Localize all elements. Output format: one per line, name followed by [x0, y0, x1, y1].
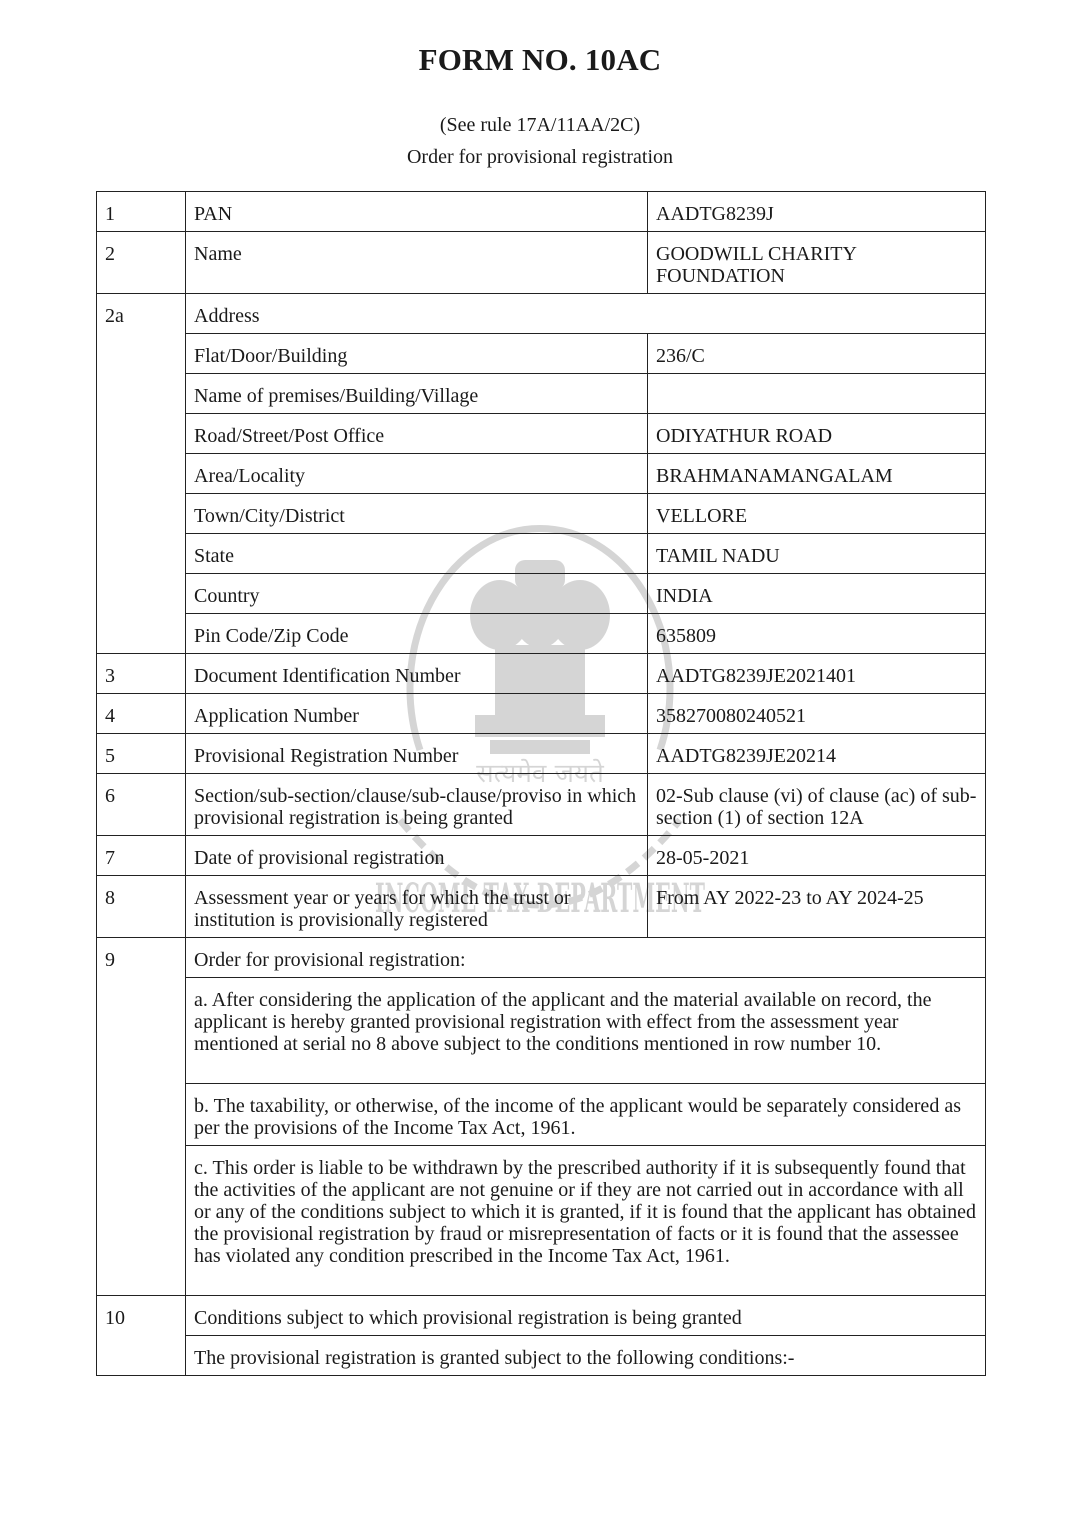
table-row: [97, 614, 986, 654]
watermark-text: INCOME TAX DEPARTMENT: [375, 875, 706, 922]
field-label: Flat/Door/Building: [186, 334, 648, 374]
field-label: Provisional Registration Number: [186, 734, 648, 774]
field-value: INDIA: [648, 574, 986, 614]
field-value: AADTG8239JE20214: [648, 734, 986, 774]
table-row: [97, 414, 986, 454]
order-paragraph-a: a. After considering the application of the applicant and the material available on record, the applicant is hereby granted provisional registration with effect from the assessment year mentioned at serial no 8 above subject to the conditions mentioned in row number 10.: [186, 978, 986, 1084]
field-value: AADTG8239J: [648, 192, 986, 232]
field-label: Name: [186, 232, 648, 294]
field-label: Address: [186, 294, 986, 334]
table-row: [97, 734, 986, 774]
field-value: 236/C: [648, 334, 986, 374]
table-row: [97, 294, 986, 334]
field-value: 358270080240521: [648, 694, 986, 734]
row-number: 1: [97, 192, 186, 232]
table-row: [97, 938, 986, 978]
row-number: 2: [97, 232, 186, 294]
field-label: Country: [186, 574, 648, 614]
table-row: [97, 534, 986, 574]
row-number: 5: [97, 734, 186, 774]
field-value: VELLORE: [648, 494, 986, 534]
row-number: 2a: [97, 294, 186, 654]
order-paragraph-c: c. This order is liable to be withdrawn by the prescribed authority if it is subsequently found that the activities of the applicant are not genuine or if they are not carried out in accordance with all or any of the conditions subject to which it is granted, if it is found that the applicant has obtained the provisional registration by fraud or misrepresentation of facts or it is found that the assessee has violated any condition prescribed in the Income Tax Act, 1961.: [186, 1146, 986, 1296]
form-subtitle: Order for provisional registration: [406, 146, 674, 168]
field-value: 28-05-2021: [648, 836, 986, 876]
field-label: Section/sub-section/clause/sub-clause/proviso in which provisional registration is being granted: [186, 774, 648, 836]
field-value: BRAHMANAMANGALAM: [648, 454, 986, 494]
table-row: [97, 694, 986, 734]
table-row: [97, 454, 986, 494]
field-value: TAMIL NADU: [648, 534, 986, 574]
table-row: [97, 192, 986, 232]
row-number: 7: [97, 836, 186, 876]
field-label: Pin Code/Zip Code: [186, 614, 648, 654]
emblem-caption: सत्यमेव जयते: [476, 759, 604, 789]
table-row: [97, 978, 986, 1084]
table-row: [97, 836, 986, 876]
registration-table: [96, 191, 986, 1376]
field-label: Area/Locality: [186, 454, 648, 494]
table-row: [97, 334, 986, 374]
row-number: 4: [97, 694, 186, 734]
field-value: ODIYATHUR ROAD: [648, 414, 986, 454]
row-number: 9: [97, 938, 186, 1296]
field-label: Name of premises/Building/Village: [186, 374, 648, 414]
field-label: Assessment year or years for which the trust or institution is provisionally registered: [186, 876, 648, 938]
table-row: [97, 574, 986, 614]
table-row: [97, 1084, 986, 1146]
field-value: 02-Sub clause (vi) of clause (ac) of sub-section (1) of section 12A: [648, 774, 986, 836]
field-value: From AY 2022-23 to AY 2024-25: [648, 876, 986, 938]
form-title: FORM NO. 10AC: [418, 42, 662, 77]
field-label: State: [186, 534, 648, 574]
row-number: 8: [97, 876, 186, 938]
field-value: [648, 374, 986, 414]
field-label: PAN: [186, 192, 648, 232]
table-row: [97, 232, 986, 294]
table-row: [97, 374, 986, 414]
table-row: [97, 876, 986, 938]
field-label: Order for provisional registration:: [186, 938, 986, 978]
field-label: Town/City/District: [186, 494, 648, 534]
field-label: Application Number: [186, 694, 648, 734]
table-row: [97, 774, 986, 836]
row-number: 6: [97, 774, 186, 836]
field-label: Conditions subject to which provisional registration is being granted: [186, 1296, 986, 1336]
field-value: GOODWILL CHARITY FOUNDATION: [648, 232, 986, 294]
table-row: [97, 654, 986, 694]
table-row: [97, 1146, 986, 1296]
field-value: 635809: [648, 614, 986, 654]
order-paragraph-b: b. The taxability, or otherwise, of the income of the applicant would be separately considered as per the provisions of the Income Tax Act, 1961.: [186, 1084, 986, 1146]
row-number: 3: [97, 654, 186, 694]
table-row: [97, 494, 986, 534]
table-row: [97, 1296, 986, 1336]
field-label: Road/Street/Post Office: [186, 414, 648, 454]
field-label: Date of provisional registration: [186, 836, 648, 876]
rule-reference: (See rule 17A/11AA/2C): [439, 114, 641, 136]
conditions-intro: The provisional registration is granted subject to the following conditions:-: [186, 1336, 986, 1376]
field-value: AADTG8239JE2021401: [648, 654, 986, 694]
field-label: Document Identification Number: [186, 654, 648, 694]
row-number: 10: [97, 1296, 186, 1376]
table-row: [97, 1336, 986, 1376]
